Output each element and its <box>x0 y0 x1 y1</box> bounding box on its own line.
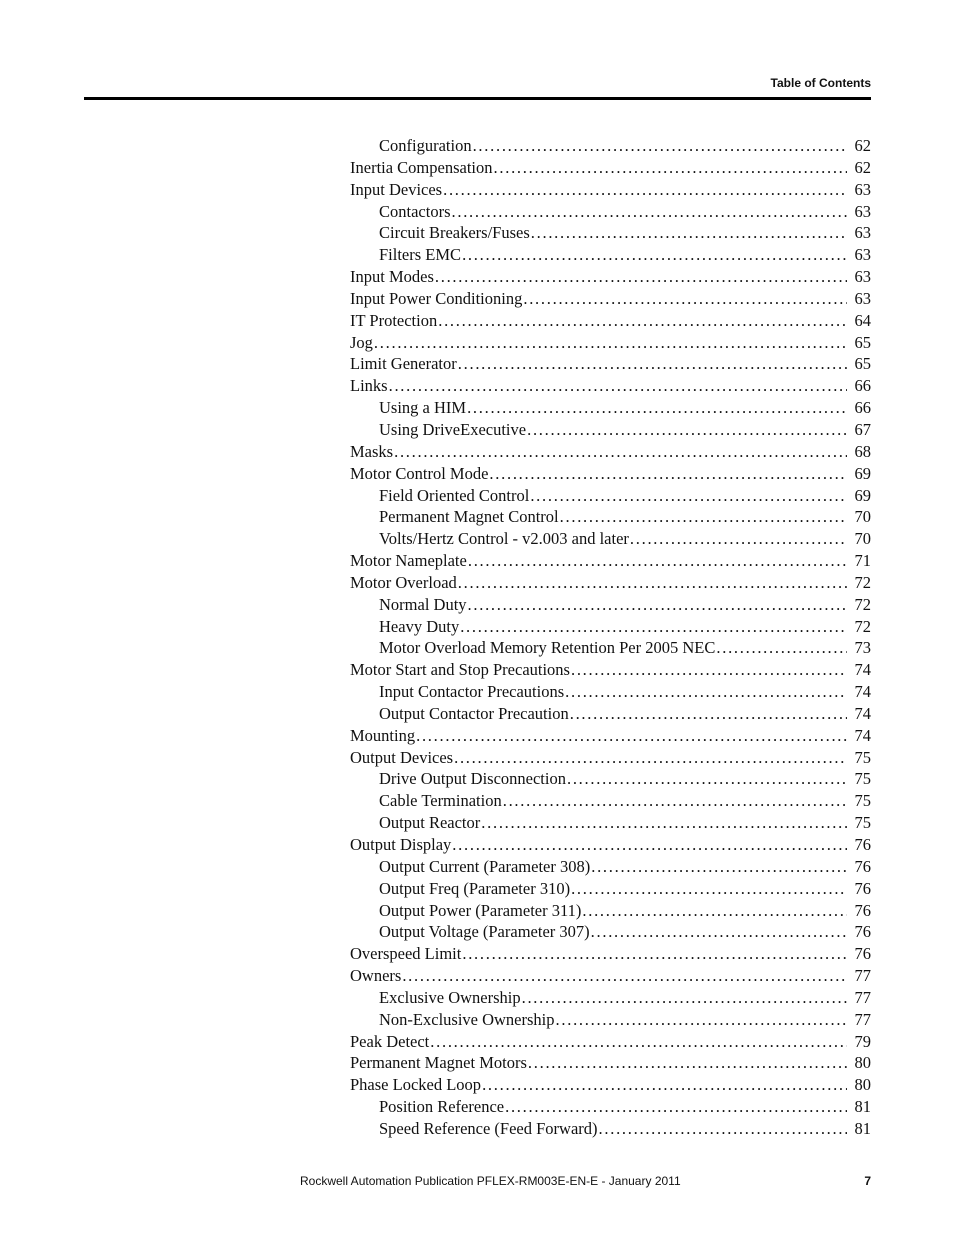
toc-entry[interactable] <box>350 1096 871 1118</box>
toc-dot-leader <box>503 790 847 812</box>
toc-entry[interactable] <box>350 419 871 441</box>
toc-entry-page: 62 <box>854 136 871 155</box>
toc-entry[interactable] <box>350 353 871 375</box>
toc-entry-label: Motor Start and Stop Precautions <box>350 660 570 680</box>
toc-entry-label: Links <box>350 376 388 396</box>
toc-entry-label: Circuit Breakers/Fuses <box>379 223 530 243</box>
toc-entry[interactable] <box>350 572 871 594</box>
toc-entry[interactable] <box>350 725 871 747</box>
toc-entry-page: 75 <box>854 791 871 811</box>
toc-entry-label: Output Freq (Parameter 310) <box>379 878 571 898</box>
toc-entry-label: Jog <box>350 332 373 352</box>
toc-entry[interactable] <box>350 135 871 157</box>
toc-entry-label: Inertia Compensation <box>350 157 493 177</box>
toc-entry[interactable] <box>350 812 871 834</box>
toc-dot-leader <box>458 572 847 594</box>
toc-entry[interactable] <box>350 900 871 922</box>
toc-dot-leader <box>438 310 847 332</box>
toc-entry-label: Contactors <box>379 201 451 221</box>
toc-dot-leader <box>374 332 847 354</box>
toc-entry-page: 75 <box>854 747 871 767</box>
toc-entry-page: 76 <box>854 856 871 876</box>
toc-entry-label: Input Devices <box>350 179 443 199</box>
toc-entry[interactable] <box>350 987 871 1009</box>
toc-entry-label: Peak Detect <box>350 1031 430 1051</box>
toc-entry-label: Filters EMC <box>379 245 462 265</box>
toc-entry-label: Motor Control Mode <box>350 463 489 483</box>
toc-entry-label: Using a HIM <box>379 398 467 418</box>
toc-entry[interactable] <box>350 878 871 900</box>
toc-entry[interactable] <box>350 921 871 943</box>
toc-entry-label: Output Contactor Precaution <box>379 703 569 723</box>
toc-dot-leader <box>716 637 847 659</box>
toc-entry-label: Permanent Magnet Motors <box>350 1053 527 1073</box>
toc-entry-page: 80 <box>854 1053 871 1073</box>
toc-entry-label: Permanent Magnet Control <box>379 507 559 527</box>
toc-entry[interactable] <box>350 943 871 965</box>
toc-entry-page: 63 <box>854 201 871 221</box>
toc-dot-leader <box>565 681 847 703</box>
toc-entry[interactable] <box>350 965 871 987</box>
toc-entry[interactable] <box>350 856 871 878</box>
toc-entry-page: 72 <box>854 572 871 592</box>
toc-dot-leader <box>599 1118 847 1140</box>
toc-entry-label: Configuration <box>379 136 472 155</box>
toc-dot-leader <box>523 288 847 310</box>
toc-entry-page: 67 <box>854 419 871 439</box>
toc-entry[interactable] <box>350 266 871 288</box>
toc-entry[interactable] <box>350 1074 871 1096</box>
toc-entry-label: Input Modes <box>350 267 434 287</box>
toc-dot-leader <box>567 768 847 790</box>
toc-entry-label: Input Power Conditioning <box>350 288 523 308</box>
toc-entry[interactable] <box>350 637 871 659</box>
toc-dot-leader <box>482 1074 847 1096</box>
toc-entry-label: Limit Generator <box>350 354 457 374</box>
toc-entry-label: Drive Output Disconnection <box>379 769 566 789</box>
toc-entry-label: Output Current (Parameter 308) <box>379 856 591 876</box>
toc-entry-label: Volts/Hertz Control - v2.003 and later <box>379 529 629 549</box>
toc-entry-page: 75 <box>854 769 871 789</box>
toc-dot-leader <box>462 943 847 965</box>
toc-entry-page: 76 <box>854 878 871 898</box>
toc-entry-page: 74 <box>854 660 871 680</box>
toc-entry-page: 76 <box>854 922 871 942</box>
toc-dot-leader <box>467 397 847 419</box>
header-rule <box>84 97 871 100</box>
toc-entry[interactable] <box>350 703 871 725</box>
toc-entry-label: Output Reactor <box>379 813 481 833</box>
toc-dot-leader <box>443 179 847 201</box>
toc-list <box>350 135 871 1140</box>
toc-entry[interactable] <box>350 441 871 463</box>
toc-entry-page: 74 <box>854 682 871 702</box>
toc-entry-page: 77 <box>854 966 871 986</box>
toc-entry[interactable] <box>350 397 871 419</box>
toc-entry-page: 69 <box>854 485 871 505</box>
toc-entry-page: 63 <box>854 223 871 243</box>
toc-dot-leader <box>452 834 847 856</box>
toc-dot-leader <box>389 375 847 397</box>
toc-entry[interactable] <box>350 790 871 812</box>
toc-entry-page: 63 <box>854 179 871 199</box>
toc-entry-label: Exclusive Ownership <box>379 987 521 1007</box>
toc-entry-page: 63 <box>854 267 871 287</box>
section-title: Table of Contents <box>770 76 871 90</box>
toc-entry[interactable] <box>350 310 871 332</box>
toc-entry[interactable] <box>350 375 871 397</box>
footer-publication: Rockwell Automation Publication PFLEX-RM003E-EN-E - January 2011 <box>300 1174 681 1188</box>
footer-page-number: 7 <box>864 1174 871 1188</box>
toc-entry[interactable] <box>350 463 871 485</box>
toc-dot-leader <box>473 135 847 157</box>
toc-dot-leader <box>468 550 847 572</box>
toc-entry[interactable] <box>350 485 871 507</box>
toc-entry-page: 76 <box>854 900 871 920</box>
toc-entry-page: 72 <box>854 616 871 636</box>
toc-entry[interactable] <box>350 616 871 638</box>
toc-entry[interactable] <box>350 528 871 550</box>
toc-entry-page: 80 <box>854 1075 871 1095</box>
toc-entry[interactable] <box>350 550 871 572</box>
toc-entry-page: 62 <box>854 157 871 177</box>
toc-dot-leader <box>571 659 847 681</box>
toc-entry[interactable] <box>350 1052 871 1074</box>
toc-entry[interactable] <box>350 1009 871 1031</box>
toc-entry-page: 77 <box>854 987 871 1007</box>
toc-entry[interactable] <box>350 506 871 528</box>
toc-dot-leader <box>402 965 847 987</box>
toc-entry-page: 81 <box>854 1097 871 1117</box>
toc-entry[interactable] <box>350 157 871 179</box>
toc-entry[interactable] <box>350 834 871 856</box>
toc-entry-page: 77 <box>854 1009 871 1029</box>
toc-entry-label: Phase Locked Loop <box>350 1075 482 1095</box>
toc-entry[interactable] <box>350 1031 871 1053</box>
toc-dot-leader <box>394 441 847 463</box>
toc-entry-page: 65 <box>854 354 871 374</box>
toc-entry-label: IT Protection <box>350 310 438 330</box>
toc-entry-page: 69 <box>854 463 871 483</box>
toc-entry-label: Position Reference <box>379 1097 505 1117</box>
toc-entry-page: 75 <box>854 813 871 833</box>
toc-entry-label: Motor Nameplate <box>350 551 467 571</box>
toc-entry[interactable] <box>350 681 871 703</box>
toc-dot-leader <box>530 485 847 507</box>
toc-entry-page: 74 <box>854 725 871 745</box>
toc-entry-label: Field Oriented Control <box>379 485 530 505</box>
toc-entry-label: Cable Termination <box>379 791 502 811</box>
toc-entry-page: 79 <box>854 1031 871 1051</box>
toc-dot-leader <box>556 1009 847 1031</box>
toc-entry-page: 68 <box>854 441 871 461</box>
toc-dot-leader <box>630 528 847 550</box>
toc-entry-label: Input Contactor Precautions <box>379 682 565 702</box>
toc-dot-leader <box>494 157 847 179</box>
toc-entry-label: Using DriveExecutive <box>379 419 527 439</box>
toc-dot-leader <box>454 747 847 769</box>
toc-dot-leader <box>570 703 847 725</box>
toc-entry-page: 63 <box>854 288 871 308</box>
toc-entry-label: Output Display <box>350 835 452 854</box>
toc-entry-label: Output Power (Parameter 311) <box>379 900 582 920</box>
toc-dot-leader <box>591 856 847 878</box>
toc-entry-page: 81 <box>854 1118 871 1138</box>
toc-dot-leader <box>460 616 847 638</box>
toc-entry[interactable] <box>350 594 871 616</box>
toc-dot-leader <box>435 266 847 288</box>
toc-entry-label: Speed Reference (Feed Forward) <box>379 1118 598 1138</box>
toc-dot-leader <box>505 1096 847 1118</box>
toc-entry-page: 63 <box>854 245 871 265</box>
toc-entry[interactable] <box>350 179 871 201</box>
toc-entry-label: Output Voltage (Parameter 307) <box>379 922 590 942</box>
toc-dot-leader <box>452 201 848 223</box>
toc-dot-leader <box>591 921 847 943</box>
toc-entry-page: 73 <box>854 638 871 658</box>
toc-dot-leader <box>489 463 847 485</box>
toc-dot-leader <box>531 222 847 244</box>
toc-entry-page: 72 <box>854 594 871 614</box>
toc-entry[interactable] <box>350 659 871 681</box>
toc-entry-page: 65 <box>854 332 871 352</box>
toc-entry-page: 74 <box>854 703 871 723</box>
toc-entry-label: Motor Overload Memory Retention Per 2005 NEC <box>379 638 716 658</box>
toc-entry-label: Heavy Duty <box>379 616 460 636</box>
toc-entry-label: Mounting <box>350 725 416 745</box>
toc-entry-page: 71 <box>854 551 871 571</box>
toc-entry-page: 66 <box>854 398 871 418</box>
toc-entry-page: 70 <box>854 507 871 527</box>
toc-entry-label: Non-Exclusive Ownership <box>379 1009 555 1029</box>
toc-dot-leader <box>416 725 847 747</box>
toc-dot-leader <box>560 506 847 528</box>
toc-dot-leader <box>468 594 847 616</box>
toc-entry-label: Owners <box>350 966 402 986</box>
toc-entry[interactable] <box>350 244 871 266</box>
toc-entry-label: Overspeed Limit <box>350 944 462 964</box>
toc-entry-page: 64 <box>854 310 871 330</box>
toc-entry-page: 66 <box>854 376 871 396</box>
toc-dot-leader <box>582 900 847 922</box>
toc-dot-leader <box>528 1052 847 1074</box>
toc-dot-leader <box>462 244 847 266</box>
toc-dot-leader <box>571 878 847 900</box>
toc-entry-page: 70 <box>854 529 871 549</box>
toc-entry-label: Motor Overload <box>350 572 457 592</box>
toc-dot-leader <box>430 1031 847 1053</box>
toc-entry[interactable] <box>350 1118 871 1140</box>
toc-entry-page: 76 <box>854 944 871 964</box>
toc-dot-leader <box>522 987 847 1009</box>
toc-entry-label: Normal Duty <box>379 594 467 614</box>
toc-dot-leader <box>481 812 847 834</box>
toc-dot-leader <box>527 419 847 441</box>
toc-entry[interactable] <box>350 768 871 790</box>
toc-entry-label: Masks <box>350 441 394 461</box>
toc-entry[interactable] <box>350 288 871 310</box>
toc-entry-page: 76 <box>854 835 871 854</box>
toc-entry-label: Output Devices <box>350 747 454 767</box>
toc-entry[interactable] <box>350 201 871 223</box>
toc-entry[interactable] <box>350 332 871 354</box>
toc-entry[interactable] <box>350 222 871 244</box>
toc-dot-leader <box>458 353 847 375</box>
toc-entry[interactable] <box>350 747 871 769</box>
